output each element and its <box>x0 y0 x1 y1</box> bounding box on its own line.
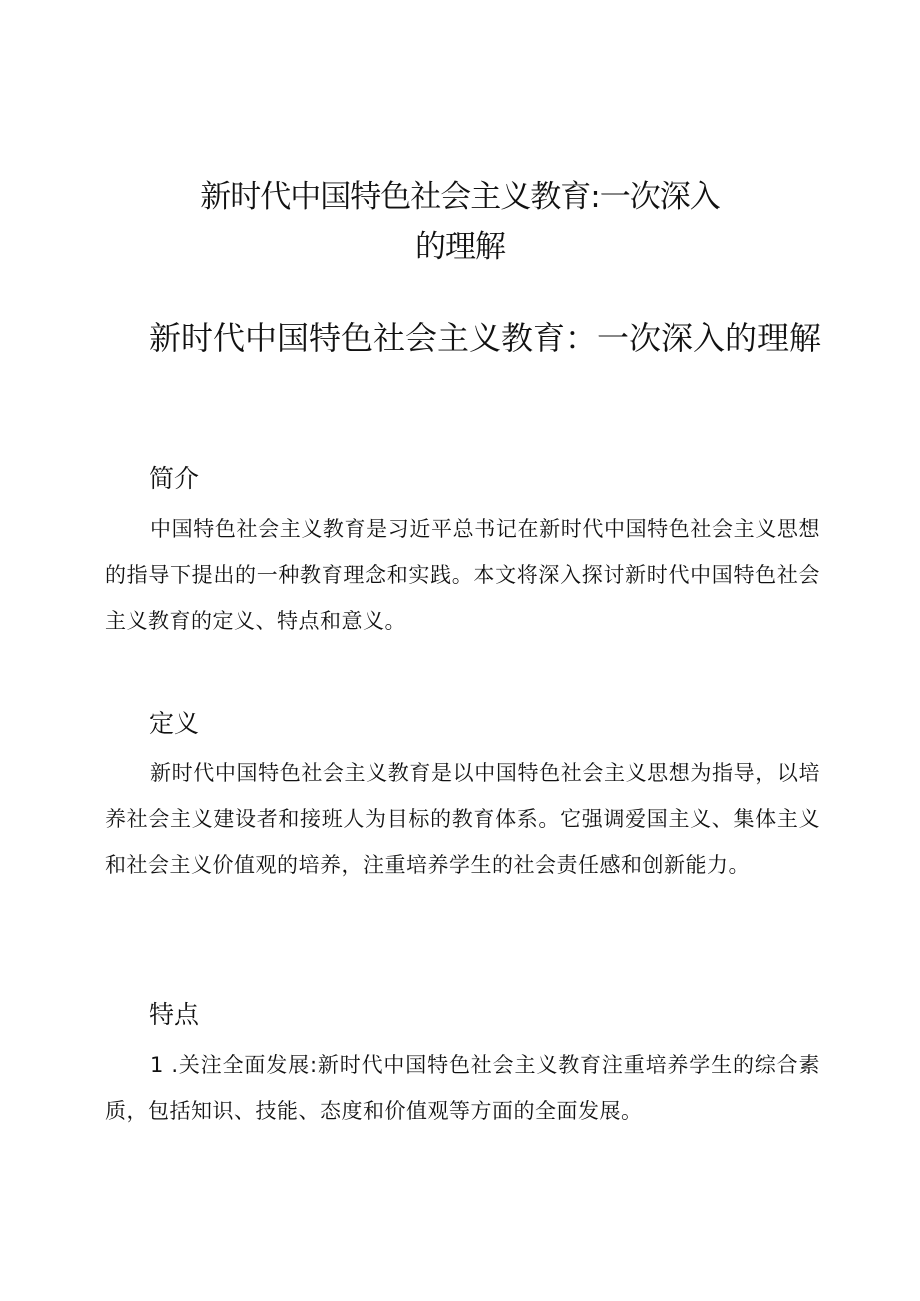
paragraph-definition: 新时代中国特色社会主义教育是以中国特色社会主义思想为指导，以培养社会主义建设者和接班人为目标的教育体系。它强调爱国主义、集体主义和社会主义价值观的培养，注重培养学生的社会责任感和创新能力。 <box>105 761 820 877</box>
section-heading-features: 特点 <box>149 1000 200 1029</box>
section-heading-definition: 定义 <box>149 709 200 738</box>
document-title <box>140 172 780 272</box>
paragraph-feature-1: 1 .关注全面发展:新时代中国特色社会主义教育注重培养学生的综合素质，包括知识、技能、态度和价值观等方面的全面发展。 <box>105 1053 820 1123</box>
section-heading-intro: 简介 <box>149 464 200 493</box>
document-title-line-1: 新时代中国特色社会主义教育:一次深入 <box>200 179 720 215</box>
main-heading: 新时代中国特色社会主义教育：一次深入的理解 <box>149 319 822 357</box>
paragraph-intro: 中国特色社会主义教育是习近平总书记在新时代中国特色社会主义思想的指导下提出的一种教育理念和实践。本文将深入探讨新时代中国特色社会主义教育的定义、特点和意义。 <box>105 517 820 633</box>
document-title-line-2: 的理解 <box>415 229 505 265</box>
